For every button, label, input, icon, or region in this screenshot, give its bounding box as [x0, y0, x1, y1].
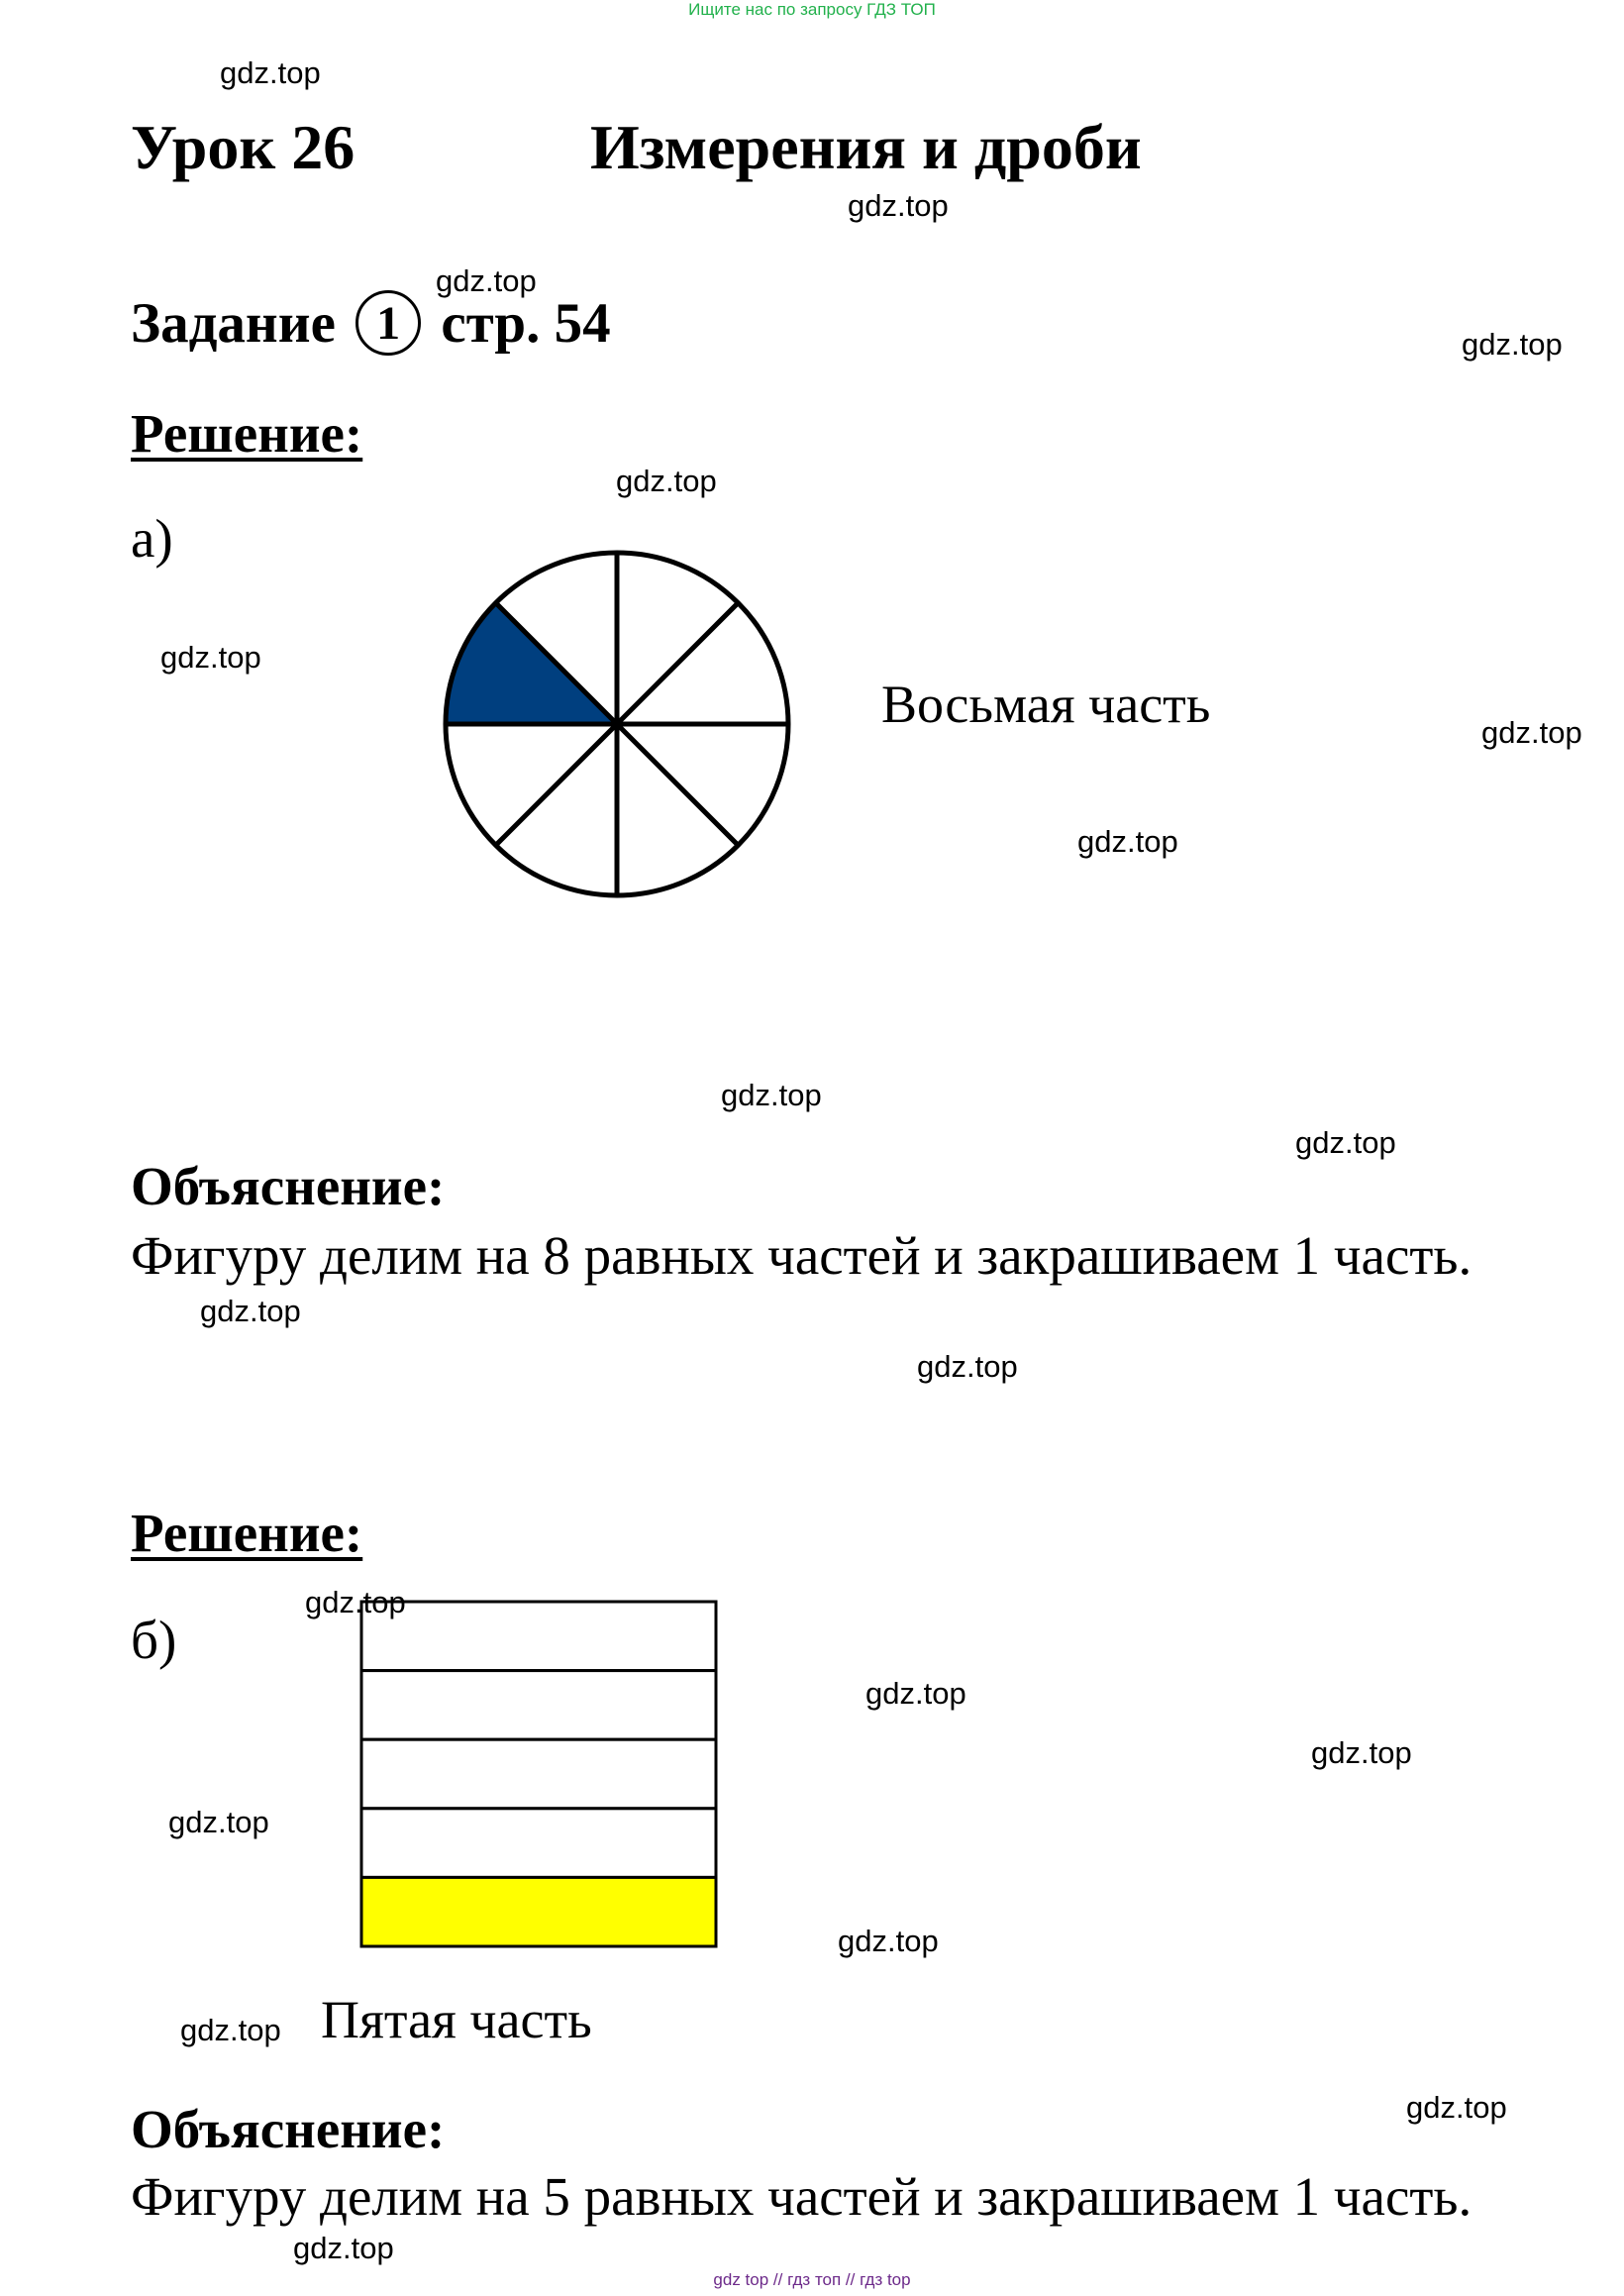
- solution-heading-b: Решение:: [131, 1503, 363, 1563]
- watermark: gdz.top: [436, 263, 537, 298]
- circle-divider-line: [617, 724, 738, 845]
- circle-label: Восьмая часть: [881, 675, 1211, 734]
- rectangle-strip: [361, 1671, 716, 1740]
- watermark: gdz.top: [160, 640, 261, 675]
- task-heading: [131, 291, 611, 362]
- watermark: gdz.top: [1295, 1125, 1396, 1160]
- watermark: gdz.top: [168, 1805, 269, 1839]
- watermark: gdz.top: [1481, 715, 1582, 750]
- rectangle-diagram: [358, 1599, 719, 1949]
- rectangle-strips: [361, 1602, 716, 1946]
- task-prefix: Задание: [131, 292, 336, 355]
- lesson-title: Измерения и дроби: [590, 112, 1142, 182]
- watermark: gdz.top: [848, 188, 949, 223]
- explanation-text-a: Фигуру делим на 8 равных частей и закрашиваем 1 часть.: [131, 1225, 1472, 1286]
- circle-dividers: [446, 553, 788, 895]
- watermark: gdz.top: [293, 2231, 394, 2265]
- explanation-heading-a: Объяснение:: [131, 1156, 446, 1216]
- watermark: gdz.top: [1406, 2090, 1507, 2125]
- watermark: gdz.top: [1077, 824, 1178, 859]
- watermark: gdz.top: [220, 55, 321, 90]
- rectangle-label: Пятая часть: [321, 1990, 592, 2049]
- circle-diagram: [436, 543, 798, 905]
- watermark: gdz.top: [1311, 1735, 1412, 1770]
- watermark: gdz.top: [200, 1294, 301, 1328]
- watermark: gdz.top: [865, 1676, 966, 1711]
- rectangle-strip: [361, 1739, 716, 1809]
- rectangle-shaded-strip: [361, 1877, 716, 1946]
- task-number-circle: 1: [355, 290, 421, 356]
- watermark: gdz.top: [616, 464, 717, 498]
- rectangle-strip: [361, 1602, 716, 1671]
- watermark: gdz.top: [838, 1924, 939, 1958]
- watermark: gdz.top: [1462, 327, 1563, 362]
- task-page: стр. 54: [441, 292, 611, 355]
- part-a-letter: а): [131, 508, 173, 569]
- circle-shaded-sector: [446, 603, 617, 724]
- watermark: gdz.top: [917, 1349, 1018, 1384]
- solution-heading-a: Решение:: [131, 403, 363, 464]
- explanation-text-b: Фигуру делим на 5 равных частей и закрашиваем 1 часть.: [131, 2166, 1472, 2227]
- top-banner: Ищите нас по запросу ГДЗ ТОП: [688, 0, 936, 19]
- circle-divider-line: [496, 724, 617, 845]
- circle-divider-line: [617, 603, 738, 724]
- watermark: gdz.top: [721, 1078, 822, 1112]
- watermark: gdz.top: [180, 2013, 281, 2047]
- footer: gdz top // гдз топ // гдз top: [713, 2270, 911, 2289]
- explanation-heading-b: Объяснение:: [131, 2099, 446, 2159]
- rectangle-strip: [361, 1809, 716, 1878]
- part-b-letter: б): [131, 1610, 177, 1670]
- lesson-number: Урок 26: [131, 112, 355, 182]
- watermark: gdz.top: [305, 1585, 406, 1619]
